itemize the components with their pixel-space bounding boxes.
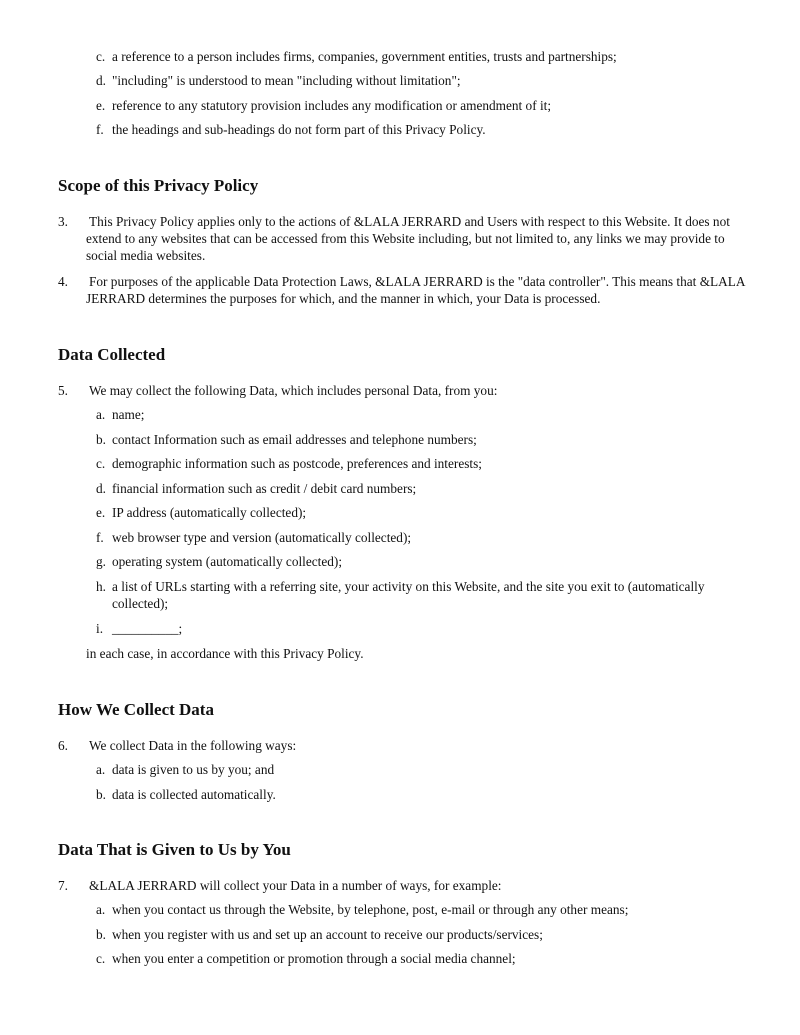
paragraph-text: We may collect the following Data, which includes personal Data, from you: xyxy=(89,383,498,398)
list-marker: e. xyxy=(96,98,106,113)
list-marker: d. xyxy=(96,73,106,88)
list-item xyxy=(96,72,756,89)
list-item xyxy=(96,97,756,114)
list-item-text: contact Information such as email addresses and telephone numbers; xyxy=(112,432,477,447)
list-item-text: financial information such as credit / debit card numbers; xyxy=(112,481,417,496)
numbered-paragraph xyxy=(58,877,758,894)
list-item xyxy=(96,480,756,497)
paragraph-text: &LALA JERRARD will collect your Data in a number of ways, for example: xyxy=(89,878,502,893)
list-item-text: name; xyxy=(112,407,145,422)
list-marker: e. xyxy=(96,505,106,520)
paragraph-text: This Privacy Policy applies only to the actions of &LALA JERRARD and Users with respect to this Website. It does not extend to any websites that can be accessed from this Website including, but not limited to, any links we may provide to social media websites. xyxy=(86,214,730,263)
list-marker: f. xyxy=(96,122,104,137)
list-item-text: a reference to a person includes firms, companies, government entities, trusts and partnerships; xyxy=(112,49,617,64)
paragraph-number: 6. xyxy=(58,738,68,753)
list-marker: c. xyxy=(96,49,106,64)
paragraph-number: 3. xyxy=(58,214,68,229)
list-item-text: when you enter a competition or promotion through a social media channel; xyxy=(112,951,516,966)
section-heading-data-collected: Data Collected xyxy=(58,345,166,364)
list-item xyxy=(96,761,756,778)
list-marker: b. xyxy=(96,432,106,447)
closing-note: in each case, in accordance with this Privacy Policy. xyxy=(86,646,364,661)
list-marker: a. xyxy=(96,902,106,917)
list-item-text: web browser type and version (automatically collected); xyxy=(112,530,412,545)
list-item-text: the headings and sub-headings do not form part of this Privacy Policy. xyxy=(112,122,486,137)
list-item xyxy=(96,406,756,423)
list-item-text: IP address (automatically collected); xyxy=(112,505,307,520)
list-item xyxy=(96,553,756,570)
paragraph-number: 4. xyxy=(58,274,68,289)
list-item-text: operating system (automatically collected); xyxy=(112,554,343,569)
list-item xyxy=(96,786,756,803)
list-marker: b. xyxy=(96,927,106,942)
list-item-text: a list of URLs starting with a referring site, your activity on this Website, and the site you exit to (automatically collected); xyxy=(112,579,705,611)
numbered-paragraph xyxy=(58,382,758,399)
section-heading-given-by-you: Data That is Given to Us by You xyxy=(58,840,291,859)
list-marker: c. xyxy=(96,456,106,471)
section-heading-how-we-collect: How We Collect Data xyxy=(58,700,214,719)
paragraph-number: 5. xyxy=(58,383,68,398)
list-item xyxy=(96,121,756,138)
list-item xyxy=(96,529,756,546)
list-item xyxy=(96,620,756,637)
list-item-text: reference to any statutory provision includes any modification or amendment of it; xyxy=(112,98,552,113)
list-item-text: demographic information such as postcode, preferences and interests; xyxy=(112,456,482,471)
list-item-text: when you contact us through the Website, by telephone, post, e-mail or through any other means; xyxy=(112,902,629,917)
list-item xyxy=(96,504,756,521)
numbered-paragraph xyxy=(58,273,758,307)
list-marker: i. xyxy=(96,621,104,636)
list-item xyxy=(96,901,756,918)
list-marker: a. xyxy=(96,407,106,422)
list-marker: h. xyxy=(96,579,106,594)
list-item xyxy=(96,578,756,612)
list-item xyxy=(96,950,756,967)
list-item-text: __________; xyxy=(112,621,183,636)
numbered-paragraph xyxy=(58,213,758,264)
section-heading-scope: Scope of this Privacy Policy xyxy=(58,176,259,195)
list-marker: a. xyxy=(96,762,106,777)
list-marker: f. xyxy=(96,530,104,545)
list-item-text: data is collected automatically. xyxy=(112,787,276,802)
list-item-text: when you register with us and set up an account to receive our products/services; xyxy=(112,927,543,942)
list-marker: c. xyxy=(96,951,106,966)
list-item xyxy=(96,48,756,65)
list-item xyxy=(96,455,756,472)
list-marker: b. xyxy=(96,787,106,802)
list-item-text: "including" is understood to mean "including without limitation"; xyxy=(112,73,461,88)
paragraph-text: We collect Data in the following ways: xyxy=(89,738,297,753)
list-marker: d. xyxy=(96,481,106,496)
list-item xyxy=(96,926,756,943)
numbered-paragraph xyxy=(58,737,758,754)
paragraph-text: For purposes of the applicable Data Protection Laws, &LALA JERRARD is the "data controller". This means that &LALA JERRARD determines the purposes for which, and the manner in which, your Data is processed. xyxy=(86,274,745,306)
list-item xyxy=(96,431,756,448)
list-item-text: data is given to us by you; and xyxy=(112,762,275,777)
list-marker: g. xyxy=(96,554,106,569)
paragraph-number: 7. xyxy=(58,878,68,893)
